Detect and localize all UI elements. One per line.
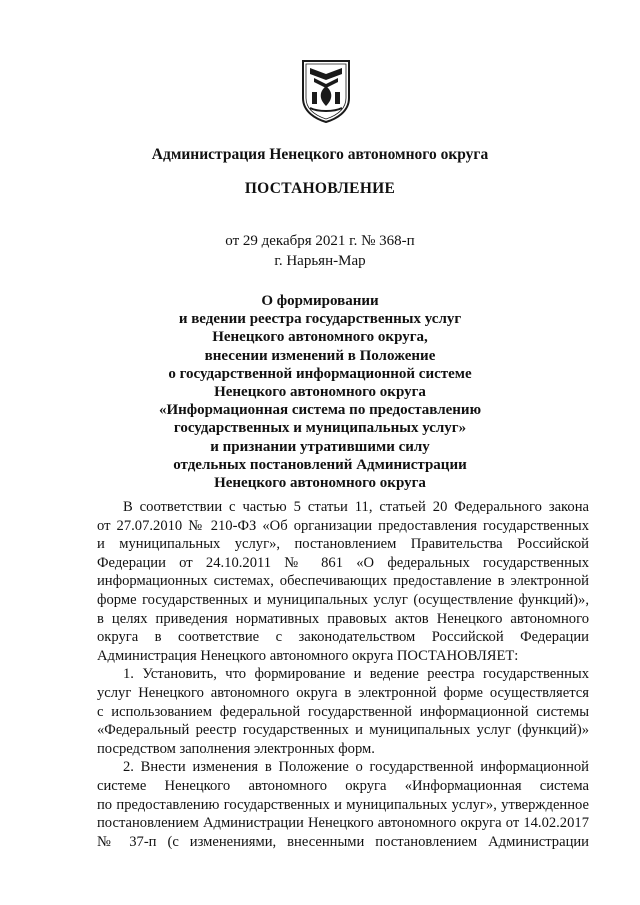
body-line: по предоставлению государственных и муниципальных услуг», утвержденное bbox=[97, 796, 589, 813]
title-line: Ненецкого автономного округа, bbox=[212, 329, 428, 346]
title-line: О формировании bbox=[261, 293, 379, 309]
body-line: № 37-п (с изменениями, внесенными постановлением Администрации bbox=[97, 833, 589, 850]
body-line: с использованием федеральной государственной информационной системы bbox=[97, 703, 589, 720]
title-line: внесении изменений в Положение bbox=[204, 347, 436, 364]
body-line: округа в соответствие с законодательством Российской Федерации bbox=[97, 629, 589, 646]
document-type: ПОСТАНОВЛЕНИЕ bbox=[244, 180, 396, 197]
body-line: 1. Установить, что формирование и ведение реестра государственных bbox=[123, 666, 589, 683]
document-city: г. Нарьян-Мар bbox=[274, 253, 366, 269]
body-line: информационных системах, обеспечивающих предоставление в электронной bbox=[97, 573, 589, 590]
body-line: «Федеральный реестр государственных и муниципальных услуг (функций)» bbox=[97, 722, 589, 739]
title-line: и признании утратившими силу bbox=[210, 438, 430, 455]
title-line: отдельных постановлений Администрации bbox=[173, 456, 467, 473]
organization-name: Администрация Ненецкого автономного округа bbox=[151, 146, 489, 163]
body-line: постановлением Администрации Ненецкого автономного округа от 14.02.2017 bbox=[97, 815, 589, 832]
body-line: Федерации от 24.10.2011 № 861 «О федеральных государственных bbox=[97, 554, 589, 571]
title-line: «Информационная система по предоставлению bbox=[158, 402, 482, 419]
document-title bbox=[0, 292, 640, 492]
body-line: В соответствии с частью 5 статьи 11, статьей 20 Федерального закона bbox=[123, 499, 589, 515]
coat-of-arms-icon bbox=[300, 58, 352, 124]
body-line: 2. Внести изменения в Положение о государственной информационной bbox=[123, 759, 589, 776]
body-line: услуг Ненецкого автономного округа в электронной форме осуществляется bbox=[97, 684, 589, 701]
body-line: от 27.07.2010 № 210-ФЗ «Об организации предоставления государственных bbox=[97, 517, 589, 534]
title-line: государственных и муниципальных услуг» bbox=[173, 420, 467, 437]
title-line: о государственной информационной системе bbox=[168, 365, 472, 382]
body-line: посредством заполнения электронных форм. bbox=[97, 740, 375, 757]
body-line: Администрация Ненецкого автономного округа ПОСТАНОВЛЯЕТ: bbox=[97, 647, 519, 664]
title-line: Ненецкого автономного округа bbox=[214, 384, 426, 401]
document-body bbox=[97, 498, 589, 851]
document-date-number: от 29 декабря 2021 г. № 368-п bbox=[225, 233, 415, 249]
body-line: и муниципальных услуг», постановлением Правительства Российской bbox=[97, 536, 589, 553]
body-line: в целях приведения нормативных правовых актов Ненецкого автономного bbox=[97, 610, 589, 627]
title-line: Ненецкого автономного округа bbox=[214, 475, 426, 492]
body-line: форме государственных и муниципальных услуг (осуществление функций)», bbox=[97, 591, 589, 608]
title-line: и ведении реестра государственных услуг bbox=[178, 311, 462, 328]
body-line: системе Ненецкого автономного округа «Информационная система bbox=[97, 777, 589, 794]
